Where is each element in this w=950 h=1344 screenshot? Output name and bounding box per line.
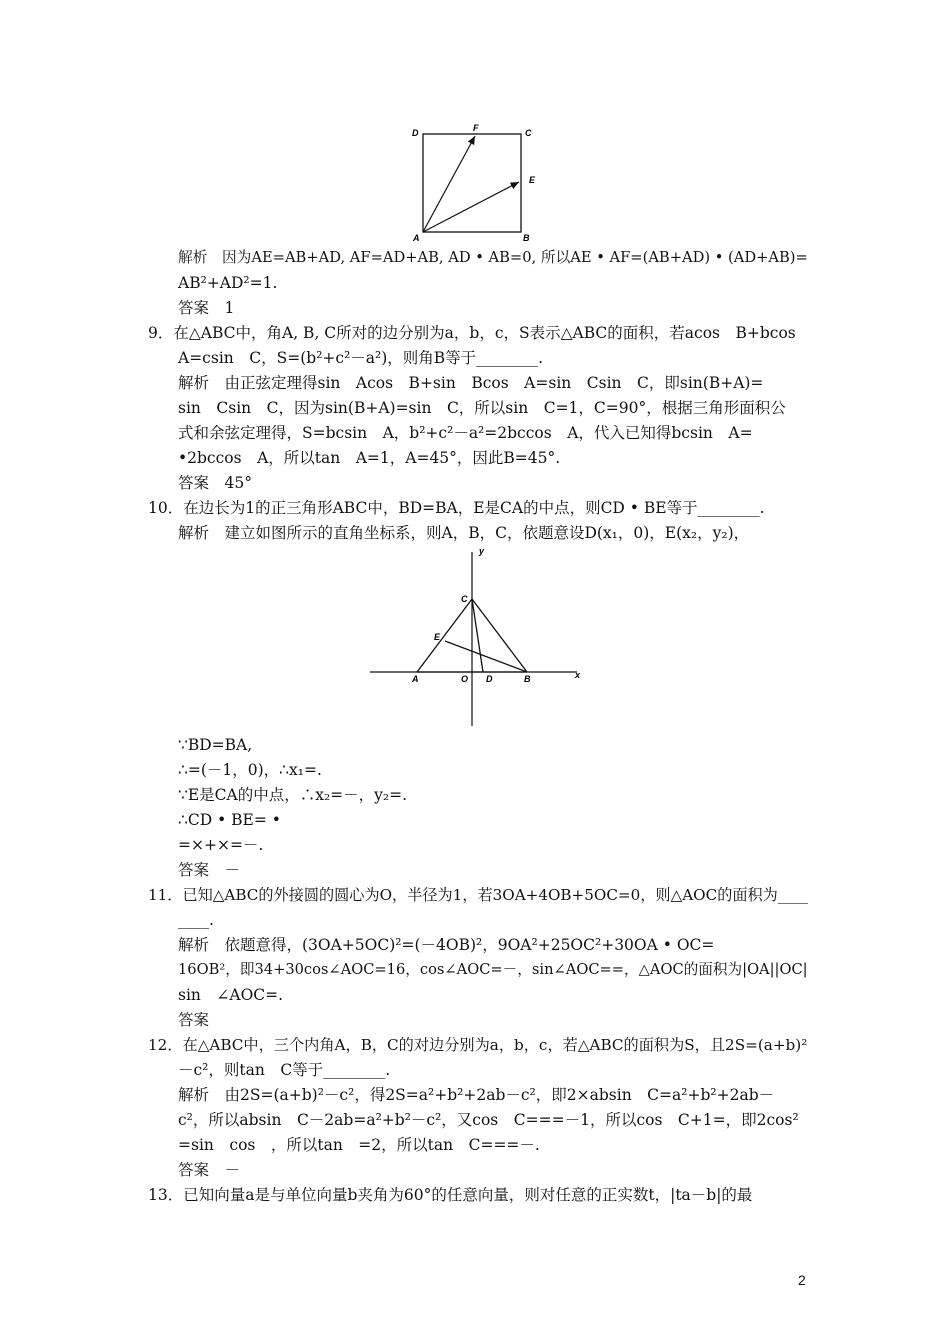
q9-analysis-line-2: sin Csin C，因为sin(B+A)=sin C，所以sin C=1，C=90°，根据三角形面积公: [178, 399, 786, 417]
q10-answer: 答案 －: [178, 861, 241, 879]
q8-answer: 答案 1: [178, 299, 235, 317]
vector-af: [423, 136, 475, 232]
label-b: B: [523, 233, 530, 243]
vector-ae: [423, 182, 519, 232]
q11-question-line-1: 11．已知△ABC的外接圆的圆心为O，半径为1，若3OA+4OB+5OC=0，则△AOC的面积为____: [148, 886, 809, 904]
q12-answer: 答案 －: [178, 1161, 241, 1179]
q10-step-3: ∵E是CA的中点，∴x₂=－，y₂=.: [178, 786, 408, 804]
label-c: C: [525, 128, 532, 138]
q12-analysis-line-1: 解析 由2S=(a+b)²－c²，得2S=a²+b²+2ab－c²，即2×absin C=a²+b²+2ab－: [178, 1086, 775, 1104]
q11-analysis-line-3: sin ∠AOC=.: [178, 986, 284, 1004]
label-e: E: [529, 175, 536, 185]
q10-step-2: ∴=(－1，0)，∴x₁=.: [178, 761, 322, 779]
q10-question-line-1: 10．在边长为1的正三角形ABC中，BD=BA，E是CA的中点，则CD • BE等于________.: [148, 499, 765, 517]
q12-question-line-1: 12．在△ABC中，三个内角A，B，C的对边分别为a，b，c，若△ABC的面积为S，且2S=(a+b)²: [148, 1036, 808, 1054]
q9-question-line-1: 9．在△ABC中，角A, B, C所对的边分别为a，b，c，S表示△ABC的面积，若acos B+bcos: [148, 324, 796, 342]
label-f: F: [473, 123, 479, 133]
q12-question-line-2: －c²，则tan C等于________.: [178, 1061, 391, 1079]
label-a: A: [412, 674, 419, 684]
square-abcd: [423, 134, 521, 232]
q9-analysis-line-3: 式和余弦定理得，S=bcsin A，b²+c²－a²=2bccos A，代入已知得bcsin A=: [178, 424, 753, 442]
q8-analysis-line-2: AB²+AD²=1.: [178, 274, 278, 292]
coordinate-triangle-figure: [365, 546, 590, 728]
q11-answer: 答案: [178, 1011, 210, 1029]
q10-analysis-line-1: 解析 建立如图所示的直角坐标系，则A，B，C，依题意设D(x₁，0)，E(x₂，y₂)，: [178, 524, 750, 542]
label-c: C: [461, 594, 468, 604]
label-a: A: [413, 233, 420, 243]
q8-analysis-line-1: 解析 因为AE=AB+AD, AF=AD+AB, AD • AB=0, 所以AE • AF=(AB+AD) • (AD+AB)=: [178, 249, 808, 266]
label-x: x: [575, 670, 581, 680]
label-d: D: [486, 674, 493, 684]
label-d: D: [412, 128, 419, 138]
label-b: B: [524, 674, 531, 684]
q10-step-1: ∵BD=BA,: [178, 736, 253, 754]
square-vector-figure: [405, 120, 545, 245]
q12-analysis-line-2: c²，所以absin C－2ab=a²+b²－c²，又cos C===－1，所以cos C+1=，即2cos²: [178, 1111, 799, 1129]
q10-step-5: =×+×=－.: [178, 836, 264, 854]
side-ac: [417, 599, 472, 672]
q9-answer: 答案 45°: [178, 474, 252, 492]
q9-analysis-line-4: •2bccos A，所以tan A=1，A=45°，因此B=45°.: [178, 449, 561, 467]
q11-analysis-line-2: 16OB²，即34+30cos∠AOC=16，cos∠AOC=－，sin∠AOC==，△AOC的面积为|OA||OC|: [178, 961, 808, 978]
segment-cd: [472, 599, 483, 672]
q11-question-line-2: ____.: [178, 911, 214, 929]
q10-step-4: ∴CD • BE= •: [178, 811, 281, 829]
q11-analysis-line-1: 解析 依题意得，(3OA+5OC)²=(－4OB)²，9OA²+25OC²+30OA • OC=: [178, 936, 715, 954]
page-number: 2: [798, 1272, 806, 1288]
q9-analysis-line-1: 解析 由正弦定理得sin Acos B+sin Bcos A=sin Csin C，即sin(B+A)=: [178, 374, 764, 392]
q12-analysis-line-3: =sin cos ，所以tan =2，所以tan C===－.: [178, 1136, 540, 1154]
label-o: O: [461, 674, 469, 684]
q13-question-line-1: 13．已知向量a是与单位向量b夹角为60°的任意向量，则对任意的正实数t，|ta－b|的最: [148, 1186, 753, 1204]
label-e: E: [434, 632, 441, 642]
label-y: y: [479, 546, 485, 556]
q9-question-line-2: A=csin C，S=(b²+c²－a²)，则角B等于________.: [178, 349, 544, 367]
